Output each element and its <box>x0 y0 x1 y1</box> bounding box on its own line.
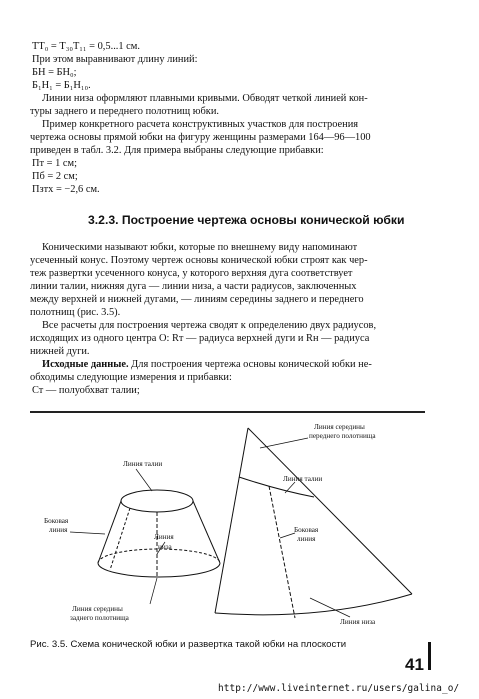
fan-left-radius <box>215 428 248 613</box>
source-url: http://www.liveinternet.ru/users/galina_o/ <box>218 683 460 694</box>
text-line: При этом выравнивают длину линий: <box>32 54 198 65</box>
leader-side-2 <box>280 533 295 538</box>
leader-center-front <box>260 438 308 448</box>
body-text-block <box>30 241 376 397</box>
figure-top-rule <box>30 411 425 413</box>
text-line: нижней дуги. <box>30 346 90 357</box>
leader-waist <box>136 469 152 491</box>
formula-line: Пт = 1 см; <box>32 158 77 169</box>
cone-side-dash <box>110 508 130 570</box>
label-center-front-1: Линия середины <box>314 423 365 431</box>
label-hem-line-1: Линия <box>154 533 174 541</box>
text-line: линии талии, нижняя дуга — линии низа, а части радиусов, заключенных <box>30 281 357 292</box>
text-line: полотнищ (рис. 3.5). <box>30 307 121 318</box>
fan-right-radius <box>248 428 412 594</box>
label-center-back-1: Линия середины <box>72 605 123 613</box>
label-side-line-1: Боковая <box>44 517 69 525</box>
text-line: чертежа основы прямой юбки на фигуру женщины размерами 164—96—100 <box>30 132 371 143</box>
cone-left-side <box>98 501 121 563</box>
formula-line: БН = БН₀; <box>32 67 77 78</box>
text-line: Коническими называют юбки, которые по внешнему виду напоминают <box>42 242 358 253</box>
text-line: Все расчеты для построения чертежа сводят к определению двух радиусов, <box>42 320 377 331</box>
figure-caption: Рис. 3.5. Схема конической юбки и развертка такой юбки на плоскости <box>30 639 347 650</box>
label-hem-line-2: низа <box>158 543 172 551</box>
leader-side <box>70 532 105 534</box>
initial-data-line <box>30 358 376 371</box>
text-line: туры заднего и переднего полотнищ юбки. <box>30 106 219 117</box>
text-line: Линии низа оформляют плавными кривыми. Обводят четкой линией кон- <box>42 93 368 104</box>
fan-hem-arc <box>215 594 412 615</box>
top-text-block <box>30 40 371 196</box>
fan-side-line <box>269 486 295 618</box>
cone-bottom-front-arc <box>98 563 220 577</box>
text-line: исходящих из одного центра О: Rт — радиуса верхней дуги и Rн — радиуса <box>30 333 370 344</box>
leader-center-back <box>150 578 157 604</box>
page-number: 41 <box>405 655 424 674</box>
initial-data-label: Исходные данные. <box>42 359 129 370</box>
measurement-line: Ст — полуобхват талии; <box>32 385 140 396</box>
text-line: теж развертки усеченного конуса, у которого верхняя дуга соответствует <box>30 268 353 279</box>
leader-hem-2 <box>310 598 350 617</box>
label-center-back-2: заднего полотнища <box>70 614 129 622</box>
formula-line: ТТ₀ = Т₃₀Т₁₁ = 0,5...1 см. <box>32 41 140 52</box>
label-side-line-2: линия <box>49 526 68 534</box>
conical-skirt-figure <box>30 418 430 630</box>
label-hem-line-3: Линия низа <box>340 618 376 626</box>
label-side-line-4: линия <box>297 535 316 543</box>
formula-line: Пзтх = −2,6 см. <box>32 184 100 195</box>
section-heading: 3.2.3. Построение чертежа основы конической юбки <box>88 213 405 227</box>
formula-line: Пб = 2 см; <box>32 171 78 182</box>
label-center-front-2: переднего полотнища <box>309 432 376 440</box>
text-line: Пример конкретного расчета конструктивных участков для построения <box>42 119 359 130</box>
label-waist-line-2: Линия талии <box>283 475 323 483</box>
cone-right-side <box>193 501 220 563</box>
text-line: обходимы следующие измерения и прибавки: <box>30 372 232 383</box>
text-line: приведен в табл. 3.2. Для примера выбраны следующие прибавки: <box>30 145 324 156</box>
label-side-line-3: Боковая <box>294 526 319 534</box>
initial-data-text: Для построения чертежа основы конической юбки не- <box>128 359 372 370</box>
formula-line: Б₁Н₁ = Б₁Н₁₀. <box>32 80 91 91</box>
text-line: между верхней и нижней дугами, — линиям середины заднего и переднего <box>30 294 364 305</box>
page-number-bar <box>428 642 431 670</box>
cone-top-ellipse <box>121 490 193 512</box>
text-line: усеченный конус. Поэтому чертеж основы конической юбки строят как чер- <box>30 255 368 266</box>
label-waist-line: Линия талии <box>123 460 163 468</box>
